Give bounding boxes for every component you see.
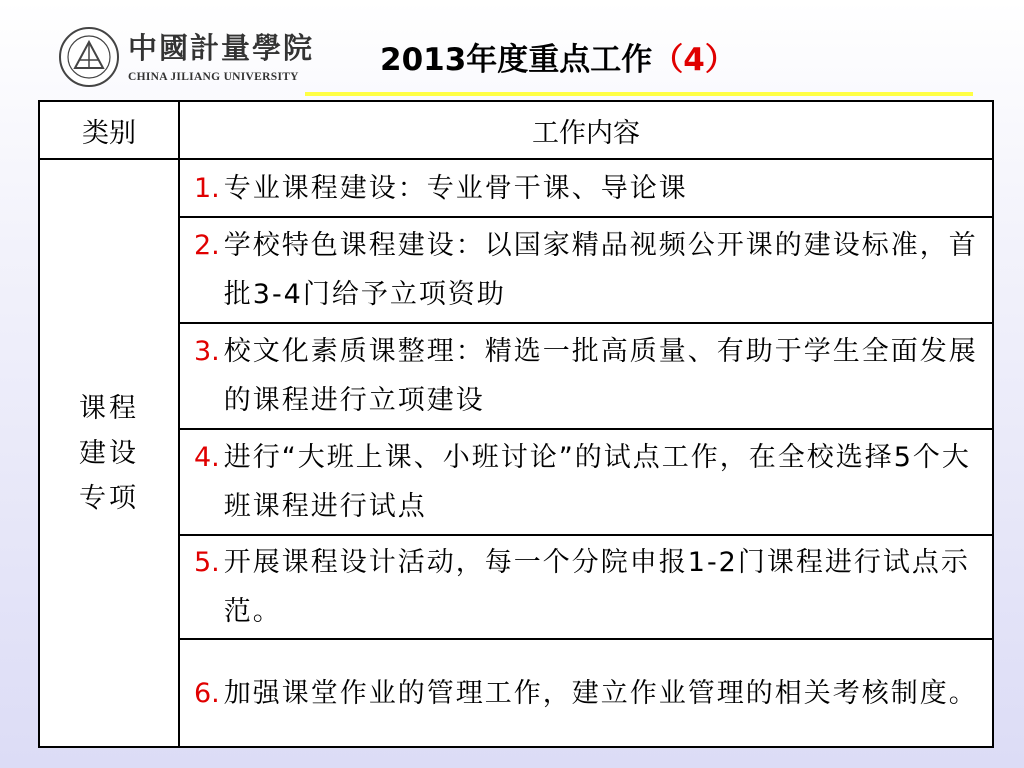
category-line: 建设	[79, 437, 139, 469]
slide-title-main: 2013年度重点工作	[380, 42, 653, 78]
university-emblem-icon	[58, 26, 120, 88]
content-cell	[179, 535, 993, 639]
slide-title	[380, 34, 736, 80]
university-logo	[58, 24, 315, 94]
item-text: 学校特色课程建设：以国家精品视频公开课的建设标准，首批3-4门给予立项资助	[223, 230, 978, 310]
table-row	[39, 639, 993, 747]
work-content-table	[38, 100, 994, 748]
item-text: 校文化素质课整理：精选一批高质量、有助于学生全面发展的课程进行立项建设	[223, 336, 978, 416]
table-header-row	[39, 101, 993, 159]
table-row	[39, 159, 993, 217]
item-number: 2.	[194, 230, 220, 261]
logo-english-name: CHINA JILIANG UNIVERSITY	[128, 71, 299, 83]
item-number: 3.	[194, 336, 220, 367]
header-content: 工作内容	[179, 101, 993, 159]
item-text: 专业课程建设：专业骨干课、导论课	[223, 172, 688, 204]
content-cell	[179, 639, 993, 747]
category-cell	[39, 159, 179, 747]
table-row	[39, 429, 993, 535]
category-line: 专项	[79, 482, 139, 514]
item-text: 开展课程设计活动，每一个分院申报1-2门课程进行试点示范。	[223, 547, 970, 627]
header-category: 类别	[39, 101, 179, 159]
table-row	[39, 535, 993, 639]
item-text: 加强课堂作业的管理工作，建立作业管理的相关考核制度。	[223, 677, 978, 709]
item-text: 进行“大班上课、小班讨论”的试点工作，在全校选择5个大班课程进行试点	[223, 442, 971, 522]
item-number: 6.	[194, 677, 220, 709]
item-number: 5.	[194, 547, 220, 578]
content-cell	[179, 429, 993, 535]
table-row	[39, 323, 993, 429]
content-cell	[179, 159, 993, 217]
item-number: 4.	[194, 442, 220, 473]
slide-title-number: （4）	[652, 42, 736, 78]
logo-chinese-name: 中國計量學院	[128, 31, 315, 65]
content-cell	[179, 323, 993, 429]
table-row	[39, 217, 993, 323]
item-number: 1.	[194, 172, 220, 204]
title-underline	[305, 92, 973, 96]
content-cell	[179, 217, 993, 323]
category-line: 课程	[79, 392, 139, 424]
